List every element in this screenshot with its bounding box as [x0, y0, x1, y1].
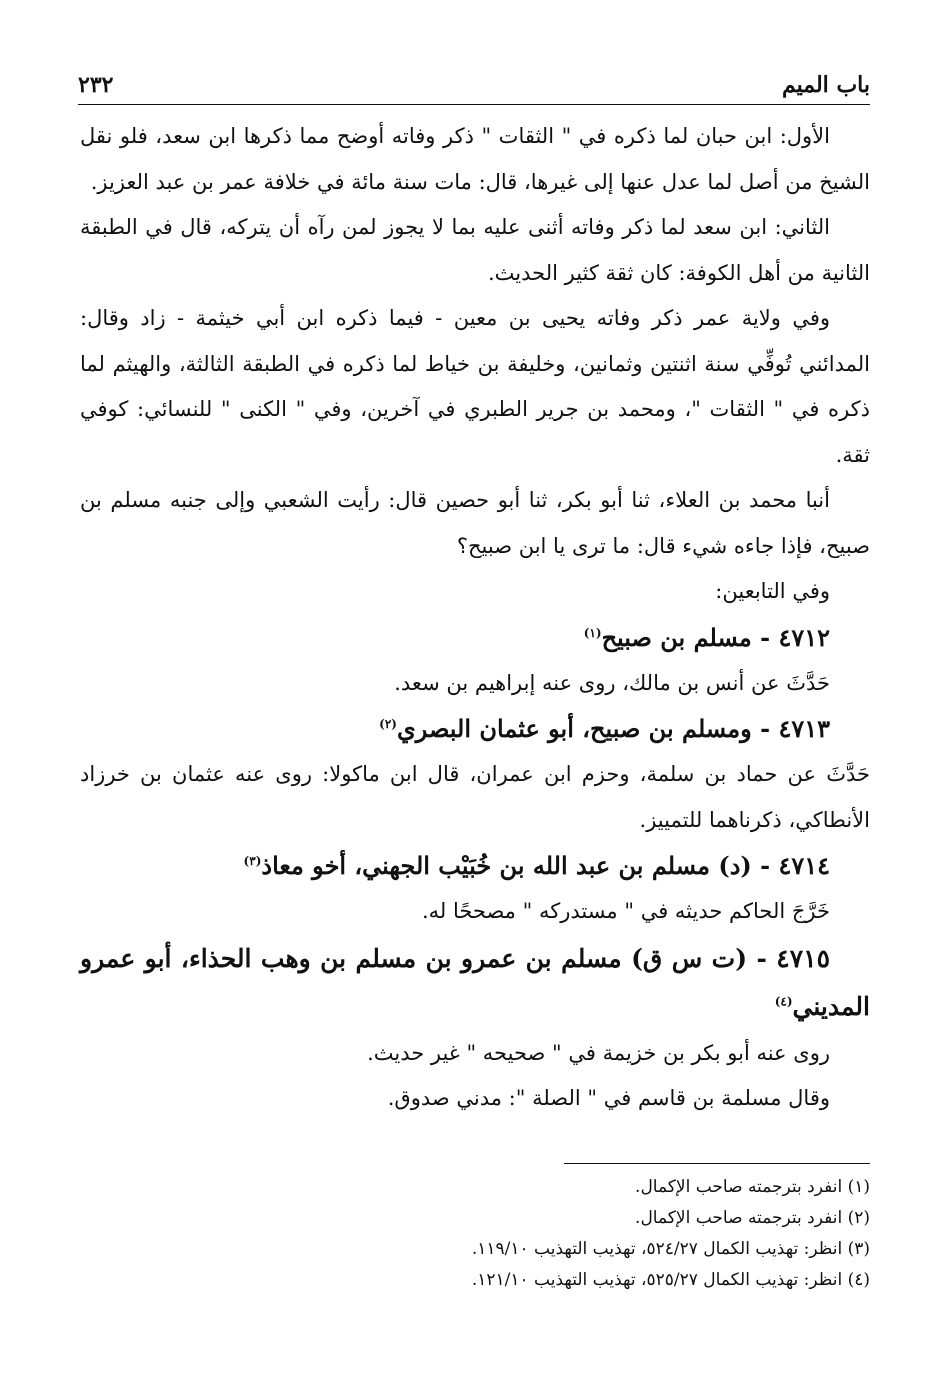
entry-text-4713: حَدَّثَ عن حماد بن سلمة، وحزم ابن عمران، قال ابن ماكولا: روى عنه عثمان بن خرزاد الأنطاكي، ذكرناهما للتمييز. [80, 762, 870, 832]
chapter-title: باب الميم [781, 72, 870, 98]
entry-title-4712 [80, 615, 870, 661]
footnote-divider [564, 1163, 870, 1164]
entry-title-text: ٤٧١٥ - (ت س ق) مسلم بن عمرو بن مسلم بن وهب الحذاء، أبو عمرو المديني [80, 943, 870, 1021]
page-header [78, 58, 870, 98]
footnote-ref: (١) [583, 625, 602, 640]
footnote-1: (١) انفرد بترجمته صاحب الإكمال. [635, 1177, 870, 1197]
entry-title-text: ٤٧١٤ - (د) مسلم بن عبد الله بن خُبَيْب الجهني، أخو معاذ [261, 851, 830, 880]
footnote-2: (٢) انفرد بترجمته صاحب الإكمال. [635, 1208, 870, 1228]
page-number: ٢٣٢ [78, 72, 114, 98]
entry-text-4712: حَدَّثَ عن أنس بن مالك، روى عنه إبراهيم بن سعد. [394, 670, 830, 695]
paragraph-first-note: الأول: ابن حبان لما ذكره في " الثقات " ذكر وفاته أوضح مما ذكرها ابن سعد، فلو نقل الشيخ من أصل لما عدل عنها إلى غيرها، قال: مات سنة مائة في خلافة عمر بن عبد العزيز. [80, 124, 870, 194]
entry-title-4713 [80, 706, 870, 752]
entry-text-4715-line-2: وقال مسلمة بن قاسم في " الصلة ": مدني صدوق. [387, 1086, 830, 1110]
entry-text-4714: خَرَّجَ الحاكم حديثه في " مستدركه " مصححًا له. [421, 899, 830, 923]
entry-title-4715 [80, 935, 870, 1031]
footnote-3: (٣) انظر: تهذيب الكمال ٥٢٤/٢٧، تهذيب التهذيب ١١٩/١٠. [471, 1239, 870, 1259]
paragraph-isnad: أنبا محمد بن العلاء، ثنا أبو بكر، ثنا أبو حصين قال: رأيت الشعبي وإلى جنبه مسلم بن صبيح، فإذا جاءه شيء قال: ما ترى يا ابن صبيح؟ [80, 488, 870, 558]
entry-title-text: ٤٧١٢ - مسلم بن صبيح [601, 622, 830, 652]
entry-title-text: ٤٧١٣ - ومسلم بن صبيح، أبو عثمان البصري [396, 714, 830, 743]
footnote-4: (٤) انظر: تهذيب الكمال ٥٢٥/٢٧، تهذيب التهذيب ١٢١/١٠. [471, 1270, 870, 1290]
footnote-ref: (٣) [243, 854, 262, 868]
header-divider [78, 104, 870, 105]
footnotes [360, 1172, 870, 1296]
paragraph-tabieen: وفي التابعين: [715, 579, 830, 603]
footnote-ref: (٢) [379, 717, 397, 731]
paragraph-death-dates: وفي ولاية عمر ذكر وفاته يحيى بن معين - فيما ذكره ابن أبي خيثمة - زاد وقال: المدائني تُوفِّي سنة اثنتين وثمانين، وخليفة بن خياط لما ذكره في الطبقة الثالثة، والهيثم لما ذكره في " الثقات "، ومحمد بن جرير الطبري في آخرين، وفي " الكنى " للنسائي: كوفي ثقة. [80, 306, 870, 467]
entry-text-4715-line-1: روى عنه أبو بكر بن خزيمة في " صحيحه " غير حديث. [367, 1040, 830, 1065]
footnote-ref: (٤) [774, 994, 793, 1009]
main-text [80, 114, 870, 1122]
entry-title-4714 [80, 843, 870, 889]
paragraph-second-note: الثاني: ابن سعد لما ذكر وفاته أثنى عليه بما لا يجوز لمن رآه أن يتركه، قال في الطبقة الثانية من أهل الكوفة: كان ثقة كثير الحديث. [80, 215, 870, 285]
